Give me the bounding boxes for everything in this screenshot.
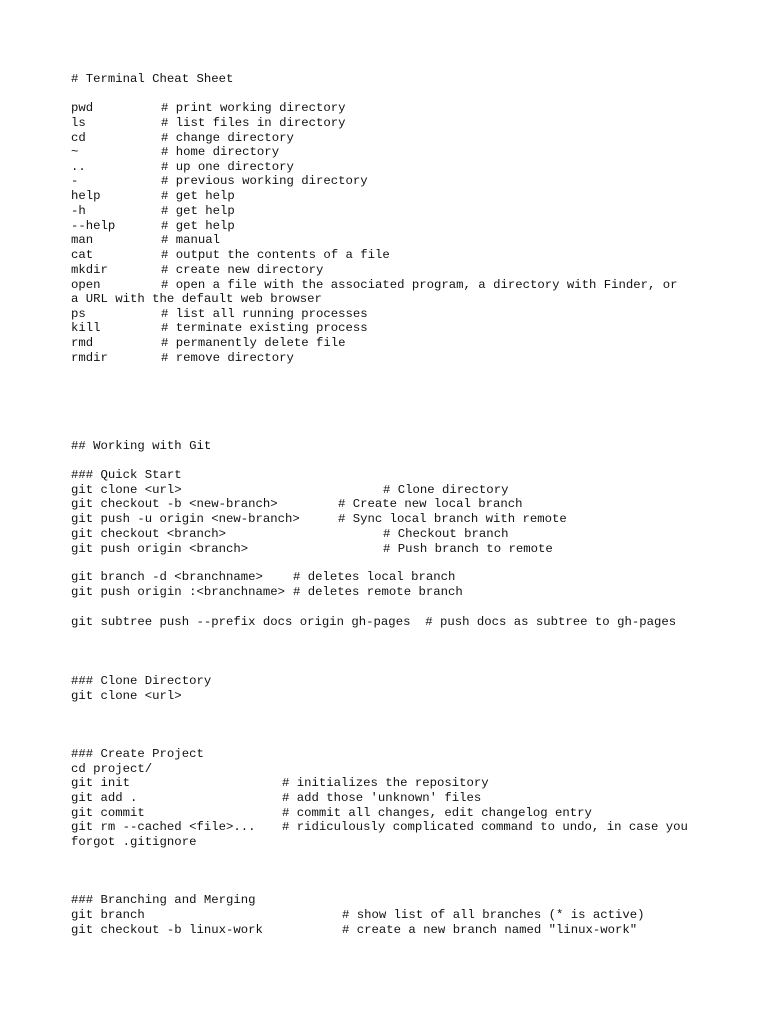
git-command: git clone <url> bbox=[71, 689, 182, 703]
command-name: rmdir bbox=[71, 351, 108, 365]
git-command: cd project/ bbox=[71, 762, 153, 776]
git-command: git init bbox=[71, 776, 131, 790]
page-title: # Terminal Cheat Sheet bbox=[71, 72, 234, 86]
git-command: git add . bbox=[71, 791, 138, 805]
git-command-desc: # deletes remote branch bbox=[293, 585, 463, 599]
command-name: open bbox=[71, 278, 101, 292]
git-command-desc: # deletes local branch bbox=[293, 570, 456, 584]
git-command: git clone <url> bbox=[71, 483, 182, 497]
command-name: ps bbox=[71, 307, 86, 321]
git-command-desc: # add those 'unknown' files bbox=[282, 791, 482, 805]
git-command-desc: # Push branch to remote bbox=[383, 542, 553, 556]
command-name: ls bbox=[71, 116, 86, 130]
command-name: .. bbox=[71, 160, 86, 174]
command-desc: # home directory bbox=[161, 145, 280, 159]
command-desc: # open a file with the associated program, a directory with Finder, or bbox=[161, 278, 678, 292]
command-desc: # previous working directory bbox=[161, 174, 368, 188]
command-desc: # remove directory bbox=[161, 351, 294, 365]
command-name: cd bbox=[71, 131, 86, 145]
command-desc: # terminate existing process bbox=[161, 321, 368, 335]
command-desc: # change directory bbox=[161, 131, 294, 145]
command-desc: # create new directory bbox=[161, 263, 324, 277]
git-command-desc: # initializes the repository bbox=[282, 776, 489, 790]
command-name: --help bbox=[71, 219, 116, 233]
command-desc: # list all running processes bbox=[161, 307, 368, 321]
git-command: git rm --cached <file>... bbox=[71, 820, 256, 834]
git-command-desc: # commit all changes, edit changelog entry bbox=[282, 806, 592, 820]
git-command: git checkout <branch> bbox=[71, 527, 226, 541]
command-desc: # up one directory bbox=[161, 160, 294, 174]
git-command: git branch -d <branchname> bbox=[71, 570, 263, 584]
git-command-desc: # Sync local branch with remote bbox=[338, 512, 567, 526]
git-command: git branch bbox=[71, 908, 145, 922]
command-desc: # output the contents of a file bbox=[161, 248, 390, 262]
git-command: git checkout -b linux-work bbox=[71, 923, 263, 937]
section-heading: ### Create Project bbox=[71, 747, 204, 761]
command-name: rmd bbox=[71, 336, 94, 350]
command-desc: # permanently delete file bbox=[161, 336, 346, 350]
git-command-desc: # Checkout branch bbox=[383, 527, 509, 541]
command-desc: # get help bbox=[161, 204, 235, 218]
git-section-heading: ## Working with Git bbox=[71, 439, 212, 453]
git-command: git push -u origin <new-branch> bbox=[71, 512, 300, 526]
section-heading: ### Branching and Merging bbox=[71, 893, 256, 907]
command-name: ~ bbox=[71, 145, 79, 159]
git-command: git checkout -b <new-branch> bbox=[71, 497, 278, 511]
command-desc: # list files in directory bbox=[161, 116, 346, 130]
command-desc: # manual bbox=[161, 233, 221, 247]
command-name: help bbox=[71, 189, 101, 203]
command-desc: # print working directory bbox=[161, 101, 346, 115]
command-name: -h bbox=[71, 204, 86, 218]
command-name: cat bbox=[71, 248, 94, 262]
section-heading: ### Clone Directory bbox=[71, 674, 212, 688]
section-heading: ### Quick Start bbox=[71, 468, 182, 482]
git-command: git push origin <branch> bbox=[71, 542, 249, 556]
command-name: pwd bbox=[71, 101, 94, 115]
git-command-desc: # Clone directory bbox=[383, 483, 509, 497]
command-name: man bbox=[71, 233, 94, 247]
git-command-desc: # create a new branch named "linux-work" bbox=[342, 923, 638, 937]
command-desc: # get help bbox=[161, 189, 235, 203]
command-wrap-line: forgot .gitignore bbox=[71, 835, 197, 849]
git-command: git push origin :<branchname> bbox=[71, 585, 286, 599]
command-desc: # get help bbox=[161, 219, 235, 233]
command-name: - bbox=[71, 174, 79, 188]
git-command-desc: # Create new local branch bbox=[338, 497, 523, 511]
git-command-desc: # ridiculously complicated command to undo, in case you bbox=[282, 820, 688, 834]
command-name: kill bbox=[71, 321, 101, 335]
git-command: git commit bbox=[71, 806, 145, 820]
command-name: mkdir bbox=[71, 263, 108, 277]
command-wrap-line: a URL with the default web browser bbox=[71, 292, 322, 306]
git-subtree-line: git subtree push --prefix docs origin gh-pages # push docs as subtree to gh-pages bbox=[71, 615, 677, 629]
git-command-desc: # show list of all branches (* is active) bbox=[342, 908, 645, 922]
